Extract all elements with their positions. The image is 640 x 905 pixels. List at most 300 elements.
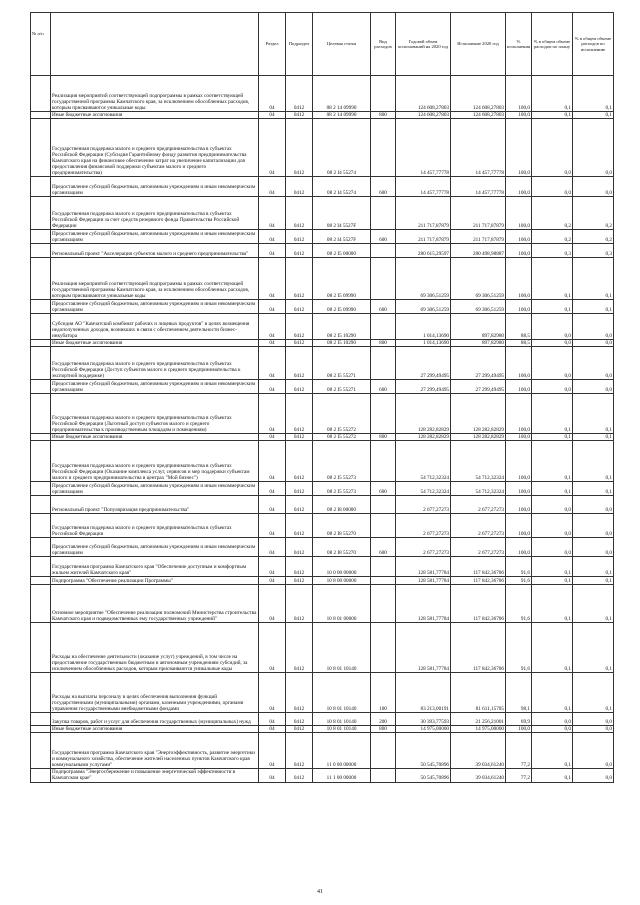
cell-share-fact: 0,0 <box>573 119 614 177</box>
cell-name: Реализация мероприятий соответствующей подпрограммы в рамках соответствующей государственной программы Камчатского края, за исключением обособленных расходов, которым присваиваются уникальные коды <box>51 76 259 112</box>
cell-share-fact: 0,1 <box>573 557 614 577</box>
cell-name: Государственная программа Камчатского края "Энергоэффективность, развитие энергетики и коммунального хозяйства, обеспечение жителей населенных пунктов Камчатского края коммунальными услугами" <box>51 733 259 769</box>
cell-fact: 117 842,36706 <box>451 557 506 577</box>
cell-razdel: 04 <box>259 585 286 623</box>
cell-fact: 21 256,21001 <box>451 713 506 726</box>
cell-plan: 128 581,77784 <box>396 585 451 623</box>
cell-razdel: 04 <box>259 197 286 230</box>
cell-fact: 128 282,82829 <box>451 394 506 434</box>
cell-razdel: 04 <box>259 726 286 733</box>
cell-name: Предоставление субсидий бюджетным, автономным учреждениям и иным некоммерческим организациям <box>51 300 259 314</box>
cell-share-fact: 0,1 <box>573 673 614 713</box>
cell-fact: 27 299,49495 <box>451 380 506 394</box>
cell-vr <box>371 623 396 673</box>
table-row <box>31 230 614 244</box>
table-body <box>31 76 614 783</box>
cell-pct: 100,0 <box>506 177 532 197</box>
cell-razdel: 04 <box>259 623 286 673</box>
cell-vr <box>371 769 396 782</box>
cell-fact: 897,82980 <box>451 314 506 340</box>
cell-pct: 100,0 <box>506 482 532 496</box>
cell-vr: 600 <box>371 177 396 197</box>
cell-share-fact: 0,0 <box>573 380 614 394</box>
table-row <box>31 623 614 673</box>
cell-share-plan: 0,1 <box>532 733 573 769</box>
cell-share-fact: 0,1 <box>573 585 614 623</box>
cell-pct: 91,6 <box>506 585 532 623</box>
cell-pct: 100,0 <box>506 347 532 380</box>
cell-vr <box>371 258 396 300</box>
cell-razdel: 04 <box>259 538 286 557</box>
cell-fact: 124 608,27803 <box>451 76 506 112</box>
cell-name: Государственная поддержка малого и среднего предпринимательства в субъектах Российской Федерации за счет средств резервного фонда Правительства Российской Федерации <box>51 197 259 230</box>
cell-vr: 600 <box>371 482 396 496</box>
cell-plan: 14 975,00000 <box>396 726 451 733</box>
cell-num <box>31 769 51 782</box>
cell-plan: 1 014,13690 <box>396 314 451 340</box>
cell-razdel: 04 <box>259 380 286 394</box>
cell-plan: 128 581,77784 <box>396 623 451 673</box>
cell-share-fact: 0,0 <box>573 347 614 380</box>
cell-share-plan: 0,1 <box>532 76 573 112</box>
cell-vr <box>371 394 396 434</box>
cell-plan: 211 717,87879 <box>396 197 451 230</box>
cell-plan: 14 457,77778 <box>396 177 451 197</box>
table-row <box>31 76 614 112</box>
cell-razdel: 04 <box>259 112 286 119</box>
cell-razdel: 04 <box>259 673 286 713</box>
cell-podrazdel: 0412 <box>286 585 313 623</box>
cell-razdel: 04 <box>259 119 286 177</box>
cell-podrazdel: 0412 <box>286 769 313 782</box>
cell-razdel: 04 <box>259 177 286 197</box>
table-row <box>31 496 614 514</box>
cell-vr <box>371 557 396 577</box>
cell-name: Региональный проект "Акселерация субъектов малого и среднего предпринимательства" <box>51 244 259 258</box>
cell-num <box>31 538 51 557</box>
cell-pct: 100,0 <box>506 726 532 733</box>
cell-razdel: 04 <box>259 733 286 769</box>
table-row <box>31 112 614 119</box>
table-row <box>31 441 614 482</box>
header-podrazdel: Подраздел <box>286 13 313 76</box>
cell-fact: 211 717,87879 <box>451 197 506 230</box>
cell-share-plan: 0,1 <box>532 769 573 782</box>
cell-csr: 08 2 I5 55272 <box>313 434 371 441</box>
cell-vr: 600 <box>371 300 396 314</box>
cell-razdel: 04 <box>259 230 286 244</box>
table-row <box>31 300 614 314</box>
cell-pct: 88,5 <box>506 314 532 340</box>
cell-name: Расходы на выплаты персоналу в целях обеспечения выполнения функций государственными (муниципальными) органами, казенными учреждениями, органами управления государственными внебюджетными фондами <box>51 673 259 713</box>
cell-num <box>31 585 51 623</box>
cell-share-plan: 0,1 <box>532 482 573 496</box>
cell-num <box>31 244 51 258</box>
cell-csr: 08 2 14 09990 <box>313 76 371 112</box>
cell-num <box>31 394 51 434</box>
cell-razdel: 04 <box>259 769 286 782</box>
cell-vr <box>371 496 396 514</box>
cell-podrazdel: 0412 <box>286 119 313 177</box>
cell-csr: 08 2 I5 10290 <box>313 314 371 340</box>
cell-pct: 100,0 <box>506 76 532 112</box>
cell-csr: 08 2 I5 10290 <box>313 340 371 347</box>
cell-vr <box>371 76 396 112</box>
cell-share-fact: 0,1 <box>573 258 614 300</box>
cell-num <box>31 314 51 340</box>
cell-podrazdel: 0412 <box>286 441 313 482</box>
cell-csr: 08 2 I4 55274 <box>313 119 371 177</box>
cell-share-plan: 0,0 <box>532 314 573 340</box>
cell-pct: 100,0 <box>506 244 532 258</box>
cell-razdel: 04 <box>259 258 286 300</box>
cell-vr <box>371 733 396 769</box>
table-row <box>31 394 614 434</box>
cell-name: Иные бюджетные ассигнования <box>51 726 259 733</box>
cell-name: Государственная поддержка малого и среднего предпринимательства в субъектах Российской Федерации <box>51 514 259 538</box>
cell-fact: 117 842,36706 <box>451 577 506 585</box>
cell-plan: 2 677,27273 <box>396 496 451 514</box>
cell-razdel: 04 <box>259 496 286 514</box>
cell-razdel: 04 <box>259 244 286 258</box>
cell-csr: 08 2 I5 55271 <box>313 380 371 394</box>
cell-vr: 600 <box>371 538 396 557</box>
cell-plan: 69 306,51259 <box>396 300 451 314</box>
cell-csr: 08 2 I5 09990 <box>313 300 371 314</box>
cell-pct: 91,6 <box>506 557 532 577</box>
cell-podrazdel: 0412 <box>286 258 313 300</box>
cell-num <box>31 482 51 496</box>
budget-table <box>30 12 614 783</box>
table-row <box>31 585 614 623</box>
cell-name: Предоставление субсидий бюджетным, автономным учреждениям и иным некоммерческим организациям <box>51 177 259 197</box>
cell-num <box>31 380 51 394</box>
cell-podrazdel: 0412 <box>286 177 313 197</box>
cell-share-plan: 0,0 <box>532 347 573 380</box>
cell-csr: 10 8 01 10140 <box>313 726 371 733</box>
cell-name: Основное мероприятие "Обеспечение реализации полномочий Министерства строительства Камчатского края и подведомственных ему государственных учреждений" <box>51 585 259 623</box>
cell-share-plan: 0,1 <box>532 394 573 434</box>
cell-fact: 117 842,36706 <box>451 585 506 623</box>
cell-plan: 27 299,49495 <box>396 380 451 394</box>
cell-csr: 08 2 I8 55270 <box>313 514 371 538</box>
cell-name: Государственная поддержка малого и среднего предпринимательства в субъектах Российской Федерации (Оказание комплекса услуг, сервисов и мер поддержки субъектам малого и среднего предпринимательства в центрах "Мой бизнес") <box>51 441 259 482</box>
cell-csr: 08 2 14 09990 <box>313 112 371 119</box>
table-row <box>31 538 614 557</box>
cell-csr: 10 8 01 00000 <box>313 585 371 623</box>
cell-plan: 30 393,77593 <box>396 713 451 726</box>
cell-csr: 10 8 01 10140 <box>313 623 371 673</box>
budget-table-page <box>30 12 613 783</box>
cell-share-plan: 0,1 <box>532 258 573 300</box>
cell-share-plan: 0,0 <box>532 726 573 733</box>
cell-plan: 211 717,87879 <box>396 230 451 244</box>
table-row <box>31 244 614 258</box>
cell-num <box>31 340 51 347</box>
cell-fact: 124 608,27803 <box>451 112 506 119</box>
table-row <box>31 673 614 713</box>
cell-vr: 600 <box>371 380 396 394</box>
cell-name: Иные бюджетные ассигнования <box>51 434 259 441</box>
table-row <box>31 380 614 394</box>
table-row <box>31 482 614 496</box>
cell-podrazdel: 0412 <box>286 380 313 394</box>
cell-plan: 128 581,77784 <box>396 577 451 585</box>
cell-pct: 100,0 <box>506 538 532 557</box>
cell-vr: 200 <box>371 713 396 726</box>
cell-podrazdel: 0412 <box>286 538 313 557</box>
cell-razdel: 04 <box>259 347 286 380</box>
cell-csr: 08 2 I5 55272 <box>313 394 371 434</box>
cell-share-fact: 0,0 <box>573 314 614 340</box>
cell-csr: 08 2 I4 5527F <box>313 230 371 244</box>
cell-pct: 100,0 <box>506 496 532 514</box>
cell-share-plan: 0,1 <box>532 112 573 119</box>
cell-name: Субсидия АО "Камчатский комбинат рабочих и лицевых продуктов" в целях возмещения недополученных доходов, возникших в связи с обеспечением деятельности бизнес-инкубатора <box>51 314 259 340</box>
cell-pct: 77,2 <box>506 769 532 782</box>
cell-pct: 100,0 <box>506 197 532 230</box>
cell-podrazdel: 0412 <box>286 230 313 244</box>
cell-num <box>31 76 51 112</box>
cell-share-fact: 0,1 <box>573 300 614 314</box>
cell-fact: 14 457,77778 <box>451 119 506 177</box>
cell-podrazdel: 0412 <box>286 244 313 258</box>
cell-csr: 11 0 00 00000 <box>313 733 371 769</box>
cell-plan: 124 608,27803 <box>396 112 451 119</box>
cell-csr: 08 2 I5 55273 <box>313 441 371 482</box>
cell-vr <box>371 585 396 623</box>
page-number: 41 <box>317 889 323 895</box>
cell-name: Государственная поддержка малого и среднего предпринимательства в субъектах Российской Федерации (Субсидия Гарантийному фонду развития предпринимательства Камчатского края на финансовое обеспечение затрат на увеличение капитализации для предоставления финансовой поддержки субъектам малого и среднего предпринимательства) <box>51 119 259 177</box>
cell-razdel: 04 <box>259 577 286 585</box>
cell-fact: 128 282,82829 <box>451 434 506 441</box>
cell-plan: 69 306,51259 <box>396 258 451 300</box>
cell-share-fact: 0,1 <box>573 76 614 112</box>
cell-share-fact: 0,2 <box>573 230 614 244</box>
cell-plan: 54 712,32324 <box>396 482 451 496</box>
cell-pct: 100,0 <box>506 434 532 441</box>
cell-vr <box>371 347 396 380</box>
table-header-row <box>31 13 614 76</box>
cell-razdel: 04 <box>259 713 286 726</box>
cell-pct: 91,6 <box>506 577 532 585</box>
cell-share-fact: 0,0 <box>573 769 614 782</box>
cell-share-fact: 0,0 <box>573 514 614 538</box>
cell-csr: 08 2 I5 55271 <box>313 347 371 380</box>
cell-name: Государственная поддержка малого и среднего предпринимательства в субъектах Российской Федерации (Доступ субъектов малого и среднего предпринимательства к экспортной поддержке) <box>51 347 259 380</box>
table-row <box>31 119 614 177</box>
cell-plan: 1 014,13690 <box>396 340 451 347</box>
cell-num <box>31 434 51 441</box>
cell-vr <box>371 441 396 482</box>
cell-podrazdel: 0412 <box>286 347 313 380</box>
cell-vr: 100 <box>371 673 396 713</box>
cell-csr: 10 8 01 10140 <box>313 713 371 726</box>
cell-share-plan: 0,0 <box>532 538 573 557</box>
cell-share-fact: 0,2 <box>573 197 614 230</box>
cell-num <box>31 258 51 300</box>
table-row <box>31 434 614 441</box>
cell-podrazdel: 0412 <box>286 482 313 496</box>
cell-num <box>31 514 51 538</box>
cell-pct: 100,0 <box>506 230 532 244</box>
table-row <box>31 769 614 782</box>
cell-num <box>31 623 51 673</box>
cell-pct: 100,0 <box>506 112 532 119</box>
cell-vr: 800 <box>371 340 396 347</box>
cell-csr: 08 2 I5 09990 <box>313 258 371 300</box>
cell-razdel: 04 <box>259 340 286 347</box>
cell-plan: 27 299,49495 <box>396 347 451 380</box>
cell-fact: 2 677,27273 <box>451 496 506 514</box>
cell-name: Государственная программа Камчатского края "Обеспечение доступным и комфортным жильем жителей Камчатского края" <box>51 557 259 577</box>
cell-podrazdel: 0412 <box>286 496 313 514</box>
cell-fact: 69 306,51259 <box>451 258 506 300</box>
cell-share-fact: 0,0 <box>573 726 614 733</box>
cell-podrazdel: 0412 <box>286 623 313 673</box>
cell-podrazdel: 0412 <box>286 314 313 340</box>
cell-name: Подпрограмма "Энергосбережение и повышение энергетической эффективности в Камчатском крае" <box>51 769 259 782</box>
cell-share-fact: 0,1 <box>573 434 614 441</box>
cell-name: Иные бюджетные ассигнования <box>51 112 259 119</box>
cell-name: Предоставление субсидий бюджетным, автономным учреждениям и иным некоммерческим организациям <box>51 482 259 496</box>
cell-num <box>31 726 51 733</box>
cell-podrazdel: 0412 <box>286 394 313 434</box>
cell-vr <box>371 244 396 258</box>
cell-name: Предоставление субсидий бюджетным, автономным учреждениям и иным некоммерческим организациям <box>51 538 259 557</box>
cell-fact: 2 677,27273 <box>451 538 506 557</box>
cell-podrazdel: 0412 <box>286 514 313 538</box>
cell-vr: 800 <box>371 726 396 733</box>
cell-plan: 128 282,82829 <box>396 394 451 434</box>
cell-podrazdel: 0412 <box>286 76 313 112</box>
cell-podrazdel: 0412 <box>286 713 313 726</box>
cell-plan: 280 615,29597 <box>396 244 451 258</box>
cell-csr: 08 2 I5 55273 <box>313 482 371 496</box>
cell-plan: 124 608,27803 <box>396 76 451 112</box>
cell-podrazdel: 0412 <box>286 300 313 314</box>
cell-share-fact: 0,3 <box>573 244 614 258</box>
cell-plan: 128 282,82829 <box>396 434 451 441</box>
header-csr: Целевая статья <box>313 13 371 76</box>
cell-razdel: 04 <box>259 557 286 577</box>
table-row <box>31 557 614 577</box>
cell-plan: 14 457,77778 <box>396 119 451 177</box>
cell-pct: 100,0 <box>506 119 532 177</box>
cell-share-fact: 0,0 <box>573 538 614 557</box>
cell-pct: 69,9 <box>506 713 532 726</box>
cell-vr: 600 <box>371 230 396 244</box>
cell-podrazdel: 0412 <box>286 340 313 347</box>
cell-podrazdel: 0412 <box>286 434 313 441</box>
table-row <box>31 577 614 585</box>
cell-num <box>31 300 51 314</box>
cell-fact: 54 712,32324 <box>451 441 506 482</box>
cell-razdel: 04 <box>259 300 286 314</box>
cell-fact: 81 611,15705 <box>451 673 506 713</box>
cell-pct: 100,0 <box>506 394 532 434</box>
table-row <box>31 347 614 380</box>
cell-podrazdel: 0412 <box>286 577 313 585</box>
cell-razdel: 04 <box>259 76 286 112</box>
cell-share-plan: 0,2 <box>532 197 573 230</box>
cell-share-plan: 0,1 <box>532 300 573 314</box>
table-row <box>31 733 614 769</box>
cell-share-fact: 0,1 <box>573 394 614 434</box>
cell-razdel: 04 <box>259 394 286 434</box>
cell-num <box>31 577 51 585</box>
cell-num <box>31 733 51 769</box>
cell-share-plan: 0,3 <box>532 244 573 258</box>
cell-plan: 2 677,27273 <box>396 538 451 557</box>
cell-name: Предоставление субсидий бюджетным, автономным учреждениям и иным некоммерческим организациям <box>51 230 259 244</box>
cell-share-plan: 0,1 <box>532 577 573 585</box>
cell-fact: 27 299,49495 <box>451 347 506 380</box>
cell-csr: 08 2 I8 00000 <box>313 496 371 514</box>
cell-share-fact: 0,0 <box>573 733 614 769</box>
cell-share-plan: 0,1 <box>532 673 573 713</box>
cell-share-plan: 0,0 <box>532 713 573 726</box>
cell-razdel: 04 <box>259 314 286 340</box>
cell-num <box>31 441 51 482</box>
cell-pct: 77,2 <box>506 733 532 769</box>
cell-plan: 83 213,00191 <box>396 673 451 713</box>
cell-num <box>31 230 51 244</box>
cell-fact: 280 498,98887 <box>451 244 506 258</box>
cell-vr: 800 <box>371 434 396 441</box>
cell-share-plan: 0,1 <box>532 585 573 623</box>
cell-podrazdel: 0412 <box>286 726 313 733</box>
table-row <box>31 713 614 726</box>
cell-plan: 50 545,70896 <box>396 733 451 769</box>
cell-num <box>31 112 51 119</box>
cell-share-fact: 0,1 <box>573 482 614 496</box>
cell-share-plan: 0,0 <box>532 514 573 538</box>
cell-fact: 39 034,61240 <box>451 769 506 782</box>
cell-fact: 39 034,61240 <box>451 733 506 769</box>
cell-csr: 08 2 I8 55270 <box>313 538 371 557</box>
cell-razdel: 04 <box>259 482 286 496</box>
header-plan: Годовой объем ассигнований на 2020 год <box>396 13 451 76</box>
cell-fact: 69 306,51259 <box>451 300 506 314</box>
cell-vr <box>371 577 396 585</box>
cell-vr <box>371 514 396 538</box>
cell-fact: 14 975,00000 <box>451 726 506 733</box>
cell-podrazdel: 0412 <box>286 733 313 769</box>
cell-csr: 11 1 00 00000 <box>313 769 371 782</box>
cell-name: Закупка товаров, работ и услуг для обеспечения государственных (муниципальных) нужд <box>51 713 259 726</box>
table-row <box>31 314 614 340</box>
table-row <box>31 197 614 230</box>
cell-num <box>31 713 51 726</box>
cell-num <box>31 673 51 713</box>
cell-share-fact: 0,0 <box>573 713 614 726</box>
cell-pct: 100,0 <box>506 380 532 394</box>
cell-podrazdel: 0412 <box>286 112 313 119</box>
cell-share-fact: 0,1 <box>573 112 614 119</box>
cell-share-plan: 0,1 <box>532 557 573 577</box>
table-row <box>31 340 614 347</box>
cell-csr: 08 2 I4 5527F <box>313 197 371 230</box>
header-share-fact: % в общем объеме расходов по исполнению <box>573 13 614 76</box>
table-row <box>31 726 614 733</box>
cell-name: Иные бюджетные ассигнования <box>51 340 259 347</box>
cell-csr: 10 0 00 00000 <box>313 557 371 577</box>
cell-plan: 128 581,77784 <box>396 557 451 577</box>
cell-share-plan: 0,0 <box>532 380 573 394</box>
cell-share-plan: 0,0 <box>532 119 573 177</box>
cell-pct: 98,1 <box>506 673 532 713</box>
